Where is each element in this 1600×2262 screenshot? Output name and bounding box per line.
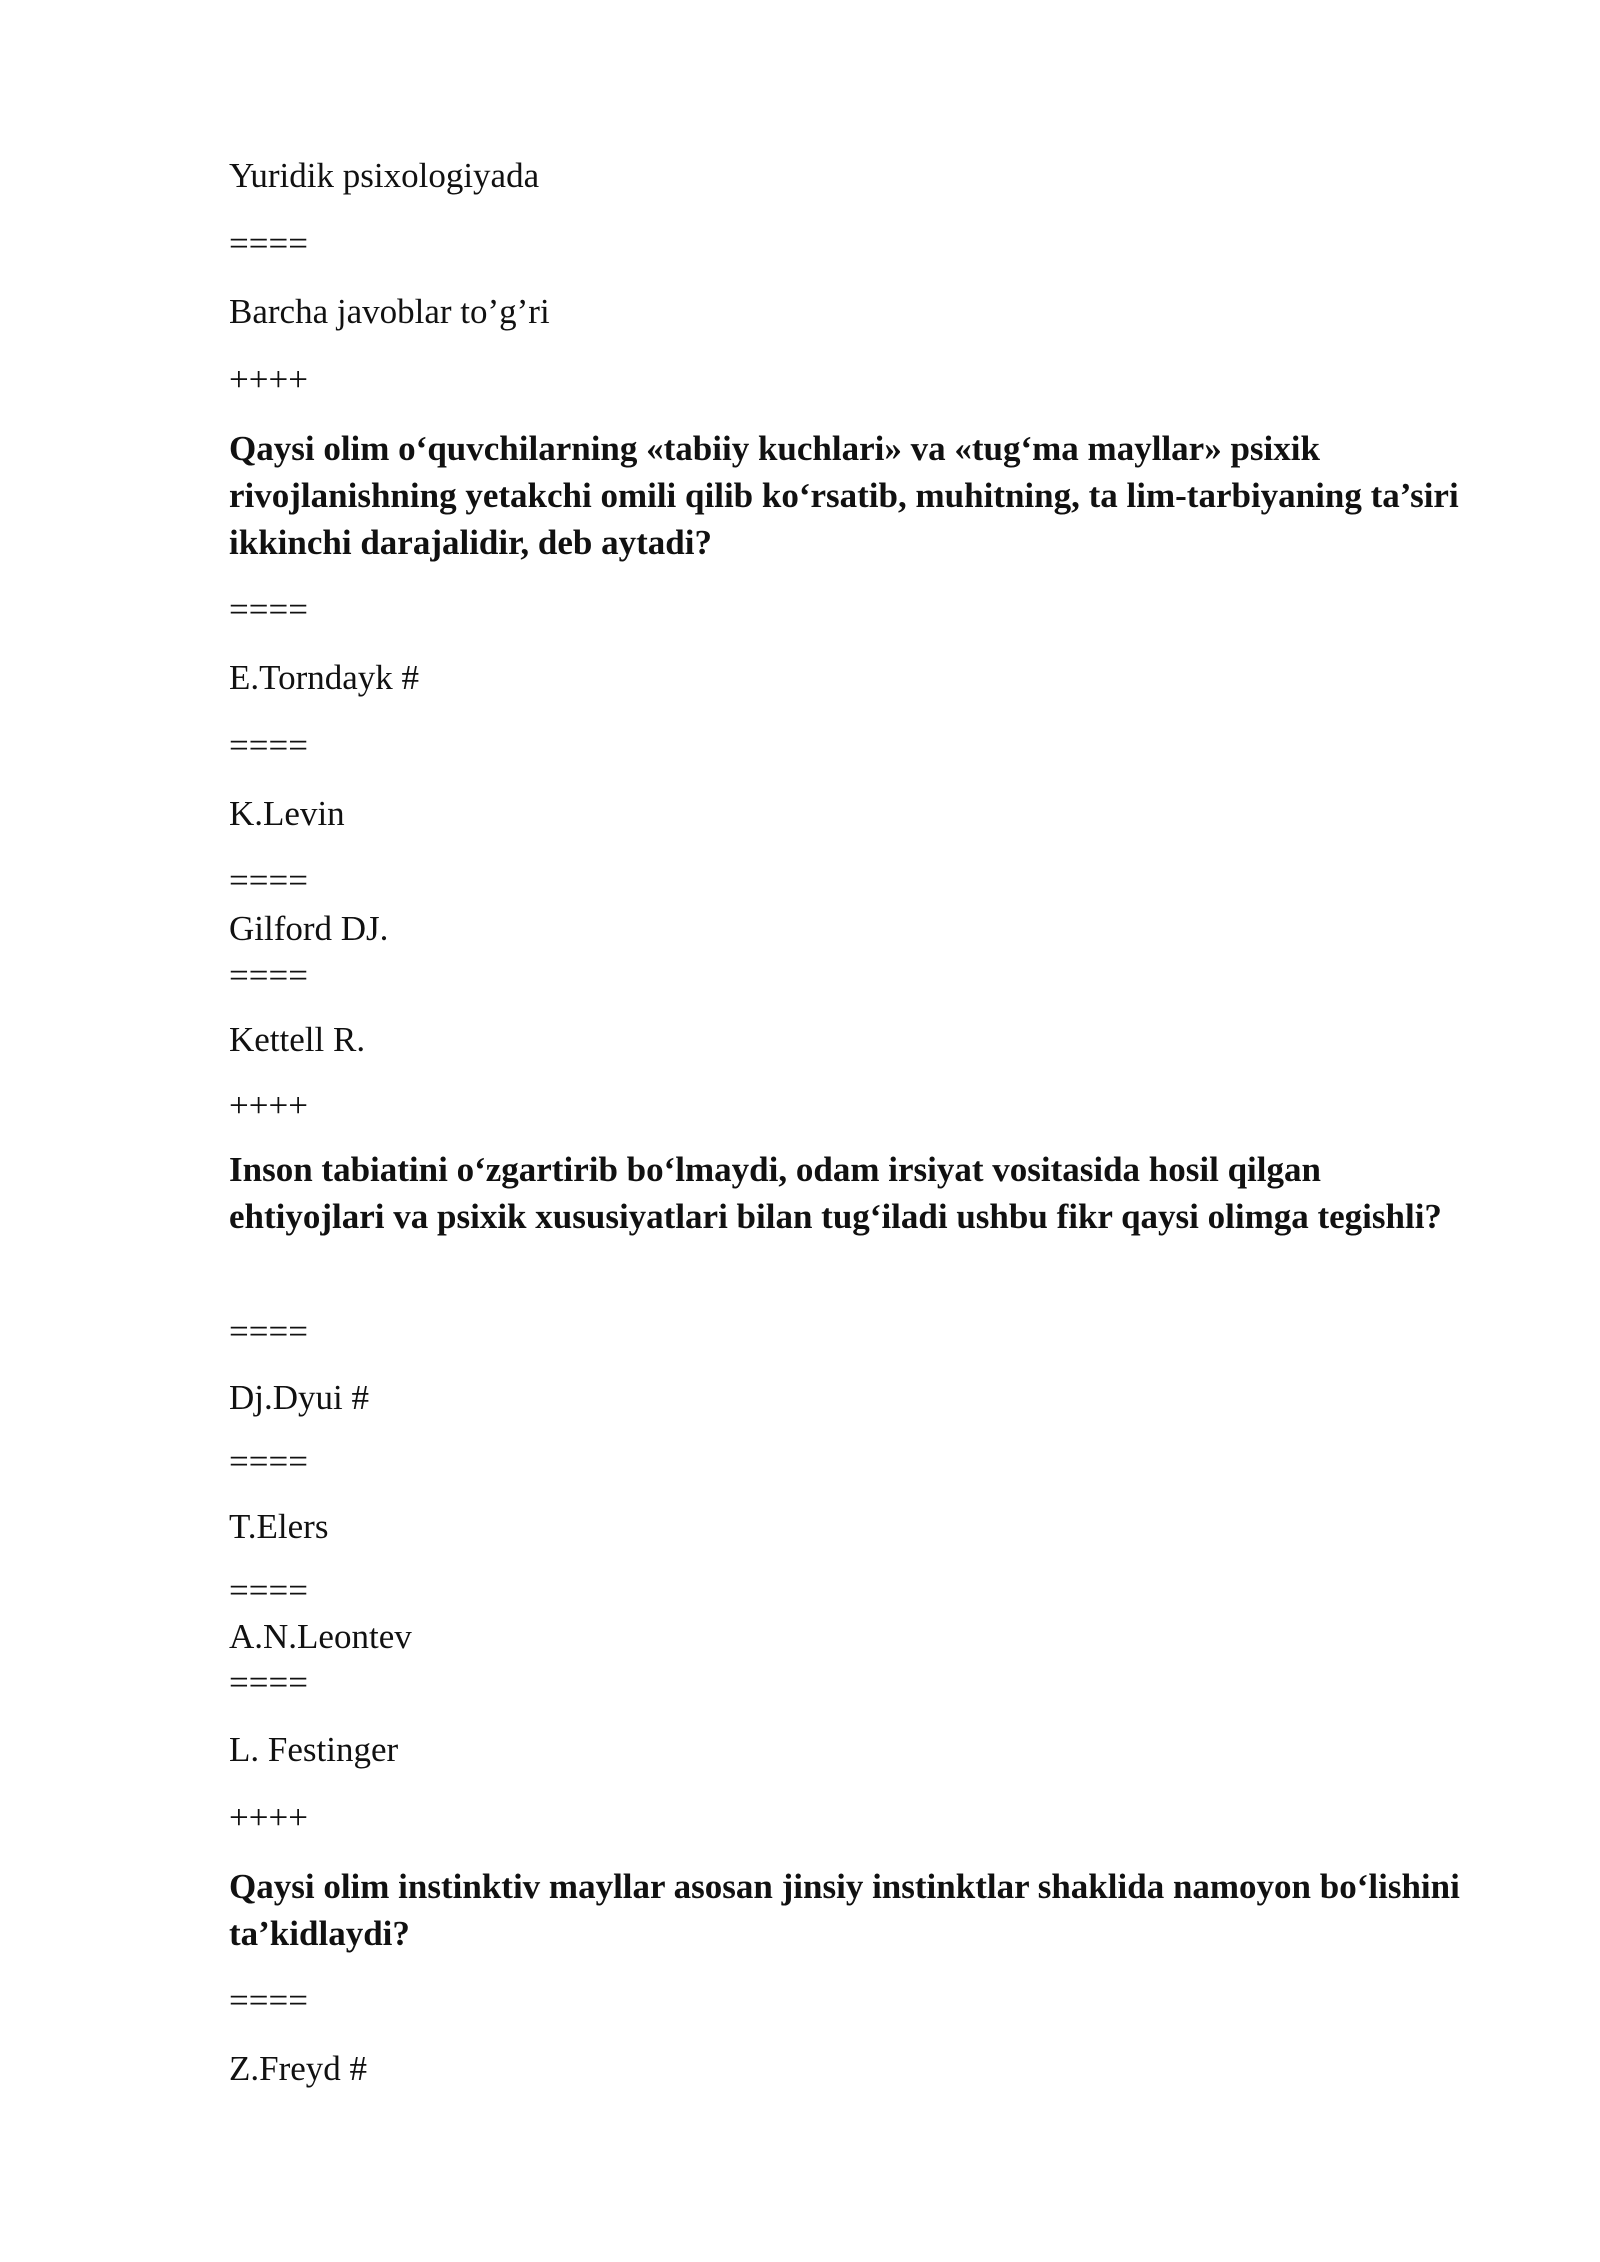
question-text: Qaysi olim instinktiv mayllar asosan jinsiy instinktlar shaklida namoyon bo‘lishini ta’kidlaydi?: [229, 1867, 1460, 1953]
separator-line: ====: [229, 1981, 308, 2020]
answer-option: Barcha javoblar to’g’ri: [229, 292, 550, 331]
answer-option-correct: Z.Freyd #: [229, 2049, 368, 2088]
answer-option: L. Festinger: [229, 1730, 399, 1769]
answer-option: Kettell R.: [229, 1020, 366, 1059]
separator-line: ====: [229, 590, 308, 629]
separator-line: ====: [229, 1442, 308, 1481]
question-separator: ++++: [229, 1798, 308, 1837]
separator-line: ====: [229, 224, 308, 263]
separator-line: ====: [229, 1571, 308, 1610]
separator-line: ====: [229, 726, 308, 765]
answer-option: T.Elers: [229, 1507, 329, 1546]
answer-option-correct: Dj.Dyui #: [229, 1378, 369, 1417]
question-text: Qaysi olim o‘quvchilarning «tabiiy kuchlari» va «tug‘ma mayllar» psixik rivojlanishning yetakchi omili qilib ko‘rsatib, muhitning, ta lim-tarbiyaning ta’siri ikkinchi darajalidir, deb aytadi?: [229, 429, 1459, 562]
separator-line: ====: [229, 1312, 308, 1351]
answer-option-correct: E.Torndayk #: [229, 658, 420, 697]
question-text: Inson tabiatini o‘zgartirib bo‘lmaydi, odam irsiyat vositasida hosil qilgan ehtiyojlari va psixik xususiyatlari bilan tug‘iladi ushbu fikr qaysi olimga tegishli?: [229, 1150, 1442, 1236]
answer-option: K.Levin: [229, 794, 345, 833]
text-line: Yuridik psixologiyada: [229, 156, 540, 195]
answer-option: A.N.Leontev: [229, 1617, 412, 1656]
separator-line: ====: [229, 1663, 308, 1702]
question-separator: ++++: [229, 1086, 308, 1125]
separator-line: ====: [229, 956, 308, 995]
question-separator: ++++: [229, 360, 308, 399]
separator-line: ====: [229, 861, 308, 900]
answer-option: Gilford DJ.: [229, 909, 389, 948]
